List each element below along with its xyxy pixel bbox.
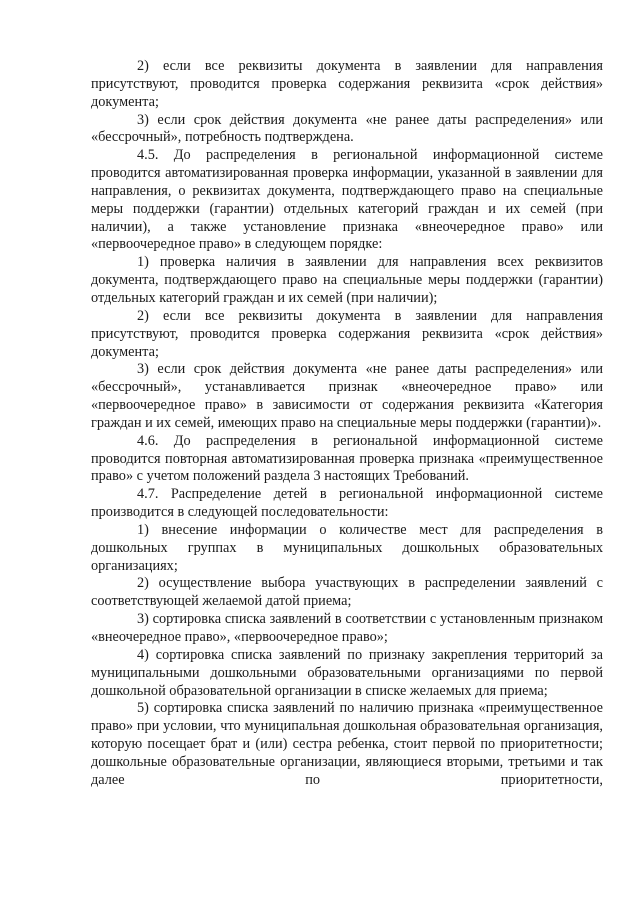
paragraph-item-1-places-input: 1) внесение информации о количестве мест для распределения в дошкольных группах в муниципальных дошкольных образовательных организациях; — [91, 521, 603, 574]
paragraph-section-4-7: 4.7. Распределение детей в региональной информационной системе производится в следующей последовательности: — [91, 486, 603, 521]
paragraph-item-3-priority-flag: 3) если срок действия документа «не ранее даты распределения» или «бессрочный», устанавливается признак «внеочередное право» или «первоочередное право» в зависимости от содержания реквизита «Категория граждан и их семей, имеющих право на специальные меры поддержки (гарантии)». — [91, 361, 603, 431]
paragraph-item-2-validity-check: 2) если все реквизиты документа в заявлении для направления присутствуют, проводится проверка содержания реквизита «срок действия» документа; — [91, 307, 603, 360]
paragraph-section-4-5: 4.5. До распределения в региональной информационной системе проводится автоматизированная проверка информации, указанной в заявлении для направления, о реквизитах документа, подтверждающего право на специальные меры поддержки (гарантии) отдельных категорий граждан и их семей (при наличии), а также установление признака «внеочередное право» или «первоочередное право» в следующем порядке: — [91, 147, 603, 253]
paragraph-item-5-sort-preferential: 5) сортировка списка заявлений по наличию признака «преимущественное право» при условии, что муниципальная дошкольная образовательная организация, которую посещает брат и (или) сестра ребенка, стоит первой по приоритетности; дошкольные образовательные организации, являющиеся вторыми, третьими и так далее по приоритетности, — [91, 700, 603, 788]
paragraph-section-4-6: 4.6. До распределения в региональной информационной системе проводится повторная автоматизированная проверка признака «преимущественное право» с учетом положений раздела 3 настоящих Требований. — [91, 432, 603, 485]
paragraph-item-4-sort-territory: 4) сортировка списка заявлений по признаку закрепления территорий за муниципальными дошкольными образовательными организациями по первой дошкольной образовательной организации в списке желаемых для приема; — [91, 646, 603, 699]
paragraph-item-3-sort-priority: 3) сортировка списка заявлений в соответствии с установленным признаком «внеочередное право», «первоочередное право»; — [91, 611, 603, 645]
document-body — [91, 58, 603, 790]
paragraph-item-2-verification: 2) если все реквизиты документа в заявлении для направления присутствуют, проводится проверка содержания реквизита «срок действия» документа; — [91, 58, 603, 110]
paragraph-item-1-requisites-check: 1) проверка наличия в заявлении для направления всех реквизитов документа, подтверждающего право на специальные меры поддержки (гарантии) отдельных категорий граждан и их семей (при наличии); — [91, 254, 603, 306]
paragraph-item-3-need-confirmed: 3) если срок действия документа «не ранее даты распределения» или «бессрочный», потребность подтверждена. — [91, 111, 603, 146]
paragraph-item-2-selection: 2) осуществление выбора участвующих в распределении заявлений с соответствующей желаемой датой приема; — [91, 575, 603, 610]
